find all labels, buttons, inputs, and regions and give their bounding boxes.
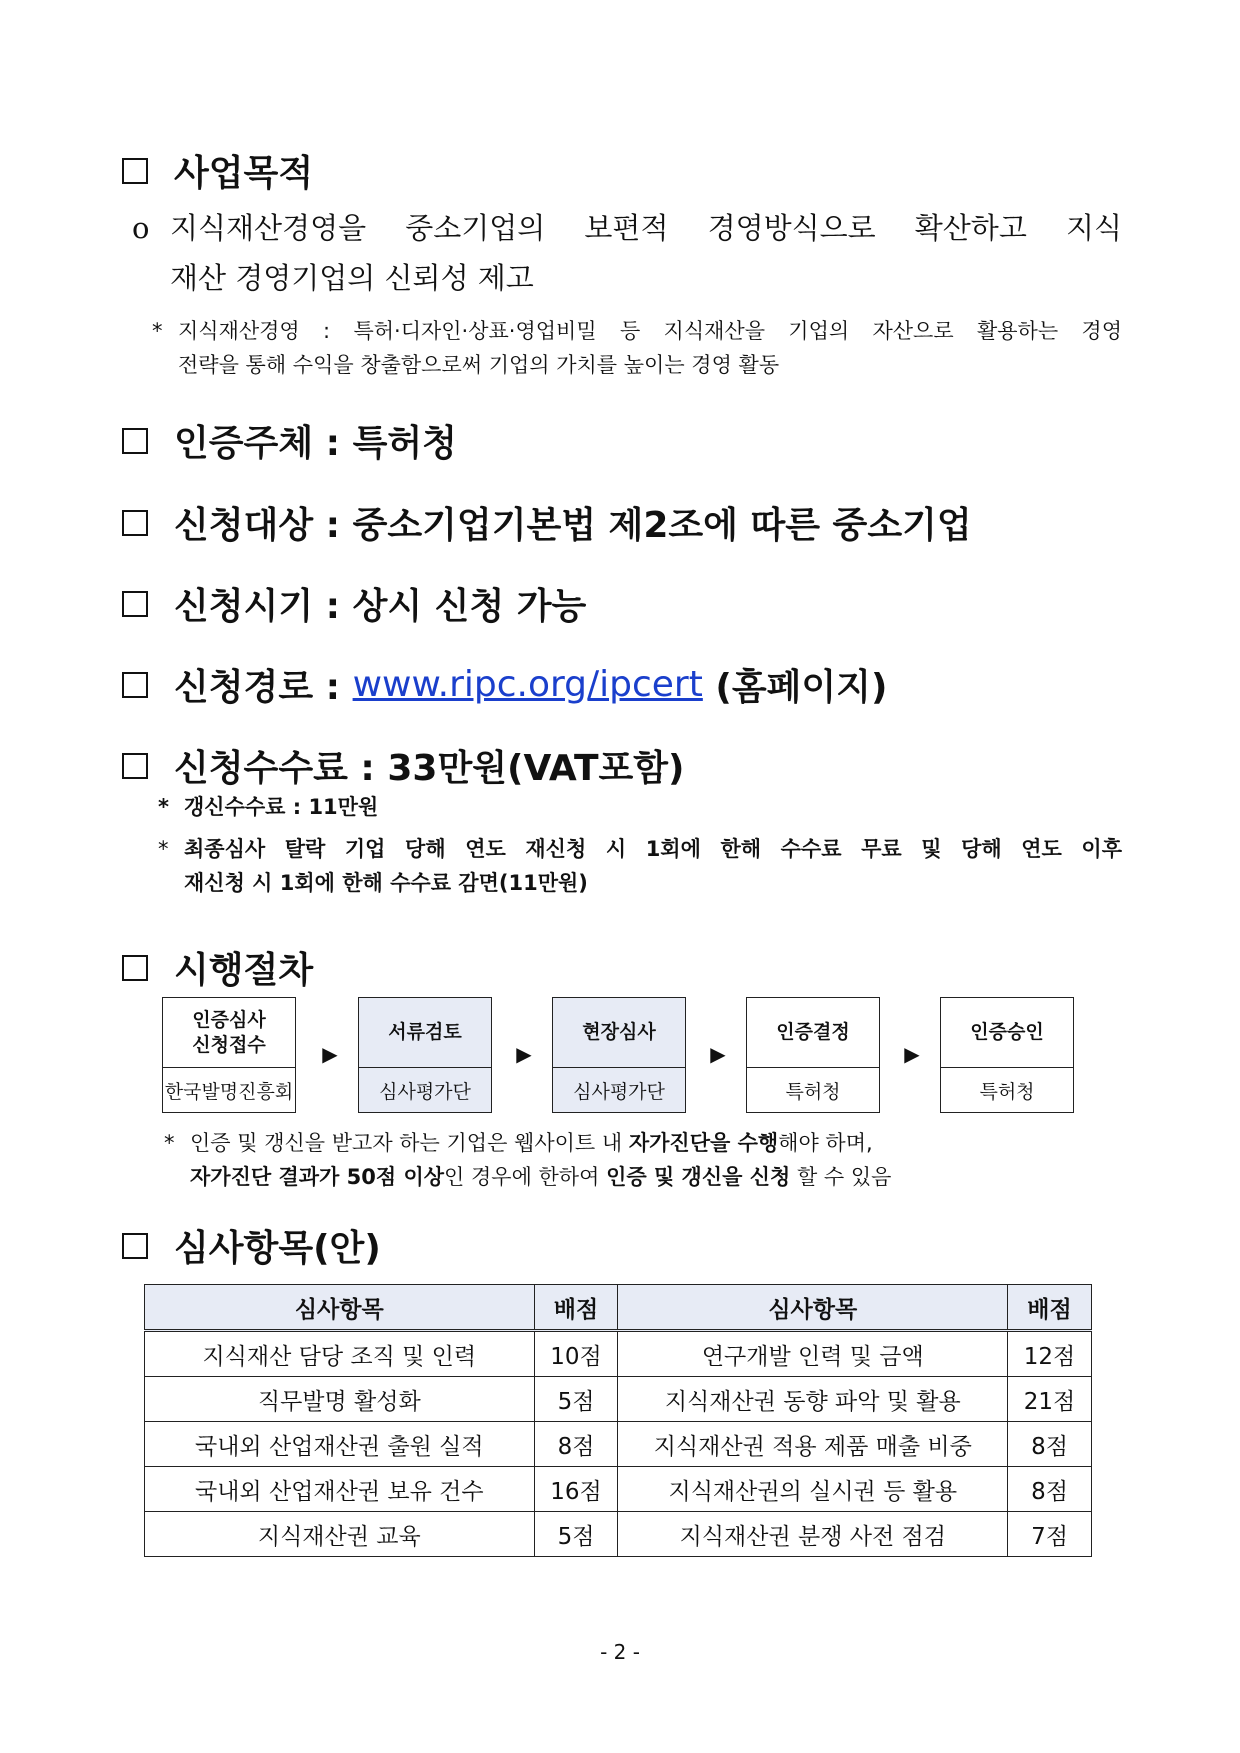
checkbox-square-icon — [122, 1233, 148, 1259]
step-title: 인증결정 — [747, 998, 879, 1068]
table-cell: 21점 — [1008, 1377, 1092, 1422]
page-number: - 2 - — [600, 1640, 640, 1664]
checkbox-square-icon — [122, 428, 148, 454]
procedure-note — [164, 1126, 1124, 1194]
table-cell: 지식재산권 동향 파악 및 활용 — [618, 1377, 1008, 1422]
purpose-text-line1: 지식재산경영을 중소기업의 보편적 경영방식으로 확산하고 지식 — [170, 211, 1122, 245]
step-org: 심사평가단 — [553, 1068, 685, 1112]
procedure-flow — [162, 997, 1082, 1117]
fee-note1-text: 갱신수수료 : 11만원 — [184, 795, 379, 819]
checkbox-square-icon — [122, 955, 148, 981]
purpose-text-line2: 재산 경영기업의 신뢰성 제고 — [170, 261, 534, 295]
note-star: * — [152, 319, 163, 343]
procedure-step-decision — [746, 997, 880, 1113]
fee-value: 33만원(VAT포함) — [387, 748, 685, 789]
table-cell: 연구개발 인력 및 금액 — [618, 1331, 1008, 1377]
purpose-bullet — [132, 203, 1122, 303]
fee-label: 신청수수료 : — [174, 748, 375, 789]
section-title: 시행절차 — [174, 950, 314, 991]
checkbox-square-icon — [122, 672, 148, 698]
table-cell: 지식재산권의 실시권 등 활용 — [618, 1467, 1008, 1512]
period-value: 상시 신청 가능 — [352, 586, 587, 627]
table-row — [145, 1467, 1092, 1512]
step-title: 인증심사 신청접수 — [163, 998, 295, 1068]
section-title: 심사항목(안) — [174, 1228, 381, 1269]
column-header: 심사항목 — [145, 1285, 535, 1331]
arrow-right-icon: ▶ — [322, 1042, 338, 1066]
procedure-step-document-review — [358, 997, 492, 1113]
bullet-mark: o — [132, 211, 150, 245]
procedure-note-a: 인증 및 갱신을 받고자 하는 기업은 웹사이트 내 — [190, 1131, 629, 1155]
route-label: 신청경로 : — [174, 667, 341, 708]
table-cell: 5점 — [534, 1512, 618, 1557]
table-row — [145, 1331, 1092, 1377]
table-cell: 8점 — [1008, 1422, 1092, 1467]
table-cell: 8점 — [1008, 1467, 1092, 1512]
note-star: * — [158, 837, 169, 861]
table-cell: 지식재산권 분쟁 사전 점검 — [618, 1512, 1008, 1557]
section-target-heading — [122, 497, 972, 548]
step-org: 한국발명진흥회 — [164, 1080, 294, 1103]
procedure-note2-a: 자가진단 결과가 50점 이상 — [190, 1165, 445, 1189]
table-cell: 8점 — [534, 1422, 618, 1467]
procedure-note2-d: 할 수 있음 — [790, 1165, 892, 1189]
checkbox-square-icon — [122, 753, 148, 779]
procedure-step-approval — [940, 997, 1074, 1113]
section-certifier-heading — [122, 415, 457, 466]
table-cell: 7점 — [1008, 1512, 1092, 1557]
purpose-note — [152, 314, 1122, 382]
checkbox-square-icon — [122, 510, 148, 536]
table-cell: 국내외 산업재산권 보유 건수 — [145, 1467, 535, 1512]
procedure-step-onsite-review — [552, 997, 686, 1113]
arrow-right-icon: ▶ — [904, 1042, 920, 1066]
target-label: 신청대상 : — [174, 505, 341, 546]
procedure-note2-b: 인 경우에 한하여 — [444, 1165, 607, 1189]
table-cell: 10점 — [534, 1331, 618, 1377]
checkbox-square-icon — [122, 158, 148, 184]
evaluation-table — [144, 1284, 1092, 1557]
section-evaluation-heading — [122, 1220, 381, 1271]
note-star: * — [158, 795, 169, 819]
step-title: 인증승인 — [941, 998, 1073, 1068]
arrow-right-icon: ▶ — [710, 1042, 726, 1066]
arrow-right-icon: ▶ — [516, 1042, 532, 1066]
procedure-step-application — [162, 997, 296, 1113]
step-org: 특허청 — [979, 1080, 1035, 1103]
section-procedure-heading — [122, 942, 313, 993]
procedure-note-b: 자가진단을 수행 — [628, 1131, 779, 1155]
fee-note2-line2: 재신청 시 1회에 한해 수수료 감면(11만원) — [184, 871, 588, 895]
table-row — [145, 1422, 1092, 1467]
table-cell: 12점 — [1008, 1331, 1092, 1377]
step-title: 현장심사 — [553, 998, 685, 1068]
certifier-label: 인증주체 : — [174, 423, 341, 464]
table-cell: 지식재산 담당 조직 및 인력 — [145, 1331, 535, 1377]
column-header: 배점 — [1008, 1285, 1092, 1331]
fee-note2-line1: 최종심사 탈락 기업 당해 연도 재신청 시 1회에 한해 수수료 무료 및 당해 연도 이후 — [184, 837, 1122, 861]
table-cell: 16점 — [534, 1467, 618, 1512]
table-cell: 직무발명 활성화 — [145, 1377, 535, 1422]
target-value: 중소기업기본법 제2조에 따른 중소기업 — [352, 505, 972, 546]
checkbox-square-icon — [122, 591, 148, 617]
section-period-heading — [122, 578, 586, 629]
table-cell: 국내외 산업재산권 출원 실적 — [145, 1422, 535, 1467]
procedure-note-c: 해야 하며, — [778, 1131, 873, 1155]
note-star: * — [164, 1131, 175, 1155]
route-suffix: (홈페이지) — [715, 667, 888, 708]
fee-note1 — [158, 790, 1128, 824]
purpose-note-line2: 전략을 통해 수익을 창출함으로써 기업의 가치를 높이는 경영 활동 — [178, 353, 780, 377]
step-org: 심사평가단 — [359, 1068, 491, 1112]
step-title: 서류검토 — [359, 998, 491, 1068]
step-org: 특허청 — [785, 1080, 841, 1103]
route-link[interactable]: www.ripc.org/ipcert — [352, 664, 703, 705]
section-title: 사업목적 — [174, 153, 314, 194]
period-label: 신청시기 : — [174, 586, 341, 627]
table-row — [145, 1377, 1092, 1422]
column-header: 심사항목 — [618, 1285, 1008, 1331]
procedure-note2-c: 인증 및 갱신을 신청 — [606, 1165, 791, 1189]
section-purpose-heading — [122, 145, 313, 196]
certifier-value: 특허청 — [352, 423, 457, 464]
table-cell: 5점 — [534, 1377, 618, 1422]
fee-note2 — [158, 832, 1122, 900]
section-fee-heading — [122, 740, 685, 791]
table-header-row — [145, 1285, 1092, 1331]
purpose-note-line1: 지식재산경영 : 특허·디자인·상표·영업비밀 등 지식재산을 기업의 자산으로 활용하는 경영 — [178, 319, 1122, 343]
table-cell: 지식재산권 적용 제품 매출 비중 — [618, 1422, 1008, 1467]
column-header: 배점 — [534, 1285, 618, 1331]
table-cell: 지식재산권 교육 — [145, 1512, 535, 1557]
table-row — [145, 1512, 1092, 1557]
section-route-heading — [122, 659, 887, 710]
